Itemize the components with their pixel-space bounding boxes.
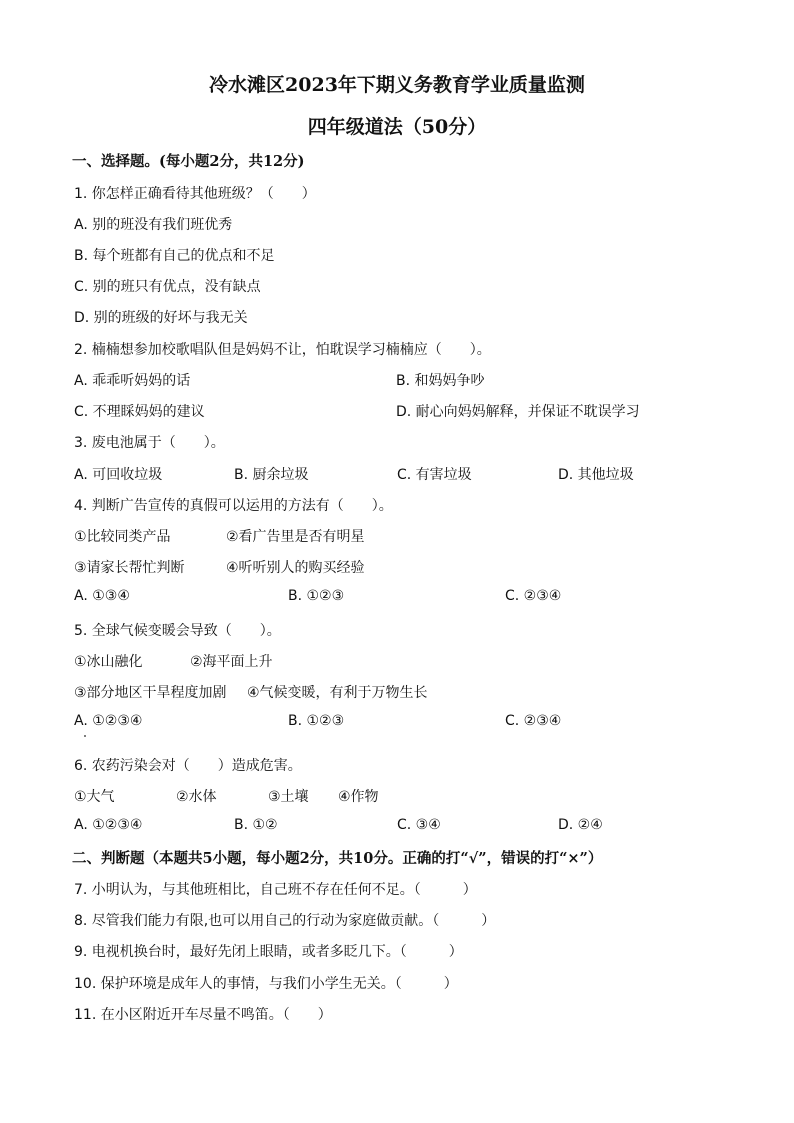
section-judge-heading: 二、判断题（本题共5小题，每小题2分，共10分。正确的打“√”，错误的打“×”） bbox=[72, 850, 603, 867]
question-6-item-1: ①大气 bbox=[74, 789, 115, 805]
question-2-option-c: C. 不理睬妈妈的建议 bbox=[74, 404, 205, 420]
question-11: 11. 在小区附近开车尽量不鸣笛。（ ） bbox=[74, 1007, 332, 1023]
question-5-item-3: ③部分地区干旱程度加剧 bbox=[74, 685, 227, 701]
question-6-option-a: A. ①②③④ bbox=[74, 817, 143, 833]
stray-mark bbox=[84, 735, 86, 737]
question-4-stem: 4. 判断广告宣传的真假可以运用的方法有（ ）。 bbox=[74, 498, 393, 514]
question-3-option-b: B. 厨余垃圾 bbox=[234, 467, 309, 483]
question-1-option-b: B. 每个班都有自己的优点和不足 bbox=[74, 248, 275, 264]
question-1-option-d: D. 别的班级的好坏与我无关 bbox=[74, 310, 248, 326]
exam-title: 冷水滩区2023年下期义务教育学业质量监测 bbox=[209, 74, 585, 96]
section-choice-heading: 一、选择题。(每小题2分，共12分) bbox=[72, 153, 305, 170]
question-4-option-c: C. ②③④ bbox=[505, 588, 562, 604]
question-1-option-c: C. 别的班只有优点，没有缺点 bbox=[74, 279, 261, 295]
question-4-option-b: B. ①②③ bbox=[288, 588, 345, 604]
question-5-option-a: A. ①②③④ bbox=[74, 713, 143, 729]
question-6-option-d: D. ②④ bbox=[558, 817, 603, 833]
question-9: 9. 电视机换台时，最好先闭上眼睛，或者多眨几下。（ ） bbox=[74, 944, 463, 960]
question-5-option-b: B. ①②③ bbox=[288, 713, 345, 729]
question-2-option-a: A. 乖乖听妈妈的话 bbox=[74, 373, 191, 389]
question-8: 8. 尽管我们能力有限,也可以用自己的行动为家庭做贡献。（ ） bbox=[74, 913, 496, 929]
question-5-item-2: ②海平面上升 bbox=[190, 654, 273, 670]
question-5-option-c: C. ②③④ bbox=[505, 713, 562, 729]
question-5-item-4: ④气候变暖，有利于万物生长 bbox=[247, 685, 428, 701]
question-2-option-d: D. 耐心向妈妈解释，并保证不耽误学习 bbox=[396, 404, 640, 420]
question-5-item-1: ①冰山融化 bbox=[74, 654, 143, 670]
question-3-option-a: A. 可回收垃圾 bbox=[74, 467, 163, 483]
question-6-stem: 6. 农药污染会对（ ）造成危害。 bbox=[74, 758, 302, 774]
question-6-item-2: ②水体 bbox=[176, 789, 217, 805]
question-3-option-d: D. 其他垃圾 bbox=[558, 467, 634, 483]
question-4-item-3: ③请家长帮忙判断 bbox=[74, 560, 185, 576]
question-6-item-3: ③土壤 bbox=[268, 789, 309, 805]
question-4-item-2: ②看广告里是否有明星 bbox=[226, 529, 365, 545]
question-2-option-b: B. 和妈妈争吵 bbox=[396, 373, 485, 389]
question-7: 7. 小明认为，与其他班相比，自己班不存在任何不足。（ ） bbox=[74, 882, 477, 898]
question-6-item-4: ④作物 bbox=[338, 789, 379, 805]
question-10: 10. 保护环境是成年人的事情，与我们小学生无关。（ ） bbox=[74, 976, 458, 992]
question-3-stem: 3. 废电池属于（ ）。 bbox=[74, 435, 225, 451]
exam-subtitle: 四年级道法（50分） bbox=[307, 116, 487, 138]
question-6-option-b: B. ①② bbox=[234, 817, 278, 833]
question-4-option-a: A. ①③④ bbox=[74, 588, 130, 604]
question-3-option-c: C. 有害垃圾 bbox=[397, 467, 472, 483]
question-1-stem: 1. 你怎样正确看待其他班级？（ ） bbox=[74, 186, 316, 202]
question-5-stem: 5. 全球气候变暖会导致（ ）。 bbox=[74, 623, 281, 639]
question-4-item-4: ④听听别人的购买经验 bbox=[226, 560, 365, 576]
question-4-item-1: ①比较同类产品 bbox=[74, 529, 171, 545]
question-6-option-c: C. ③④ bbox=[397, 817, 441, 833]
question-2-stem: 2. 楠楠想参加校歌唱队但是妈妈不让，怕耽误学习楠楠应（ ）。 bbox=[74, 342, 491, 358]
question-1-option-a: A. 别的班没有我们班优秀 bbox=[74, 217, 233, 233]
